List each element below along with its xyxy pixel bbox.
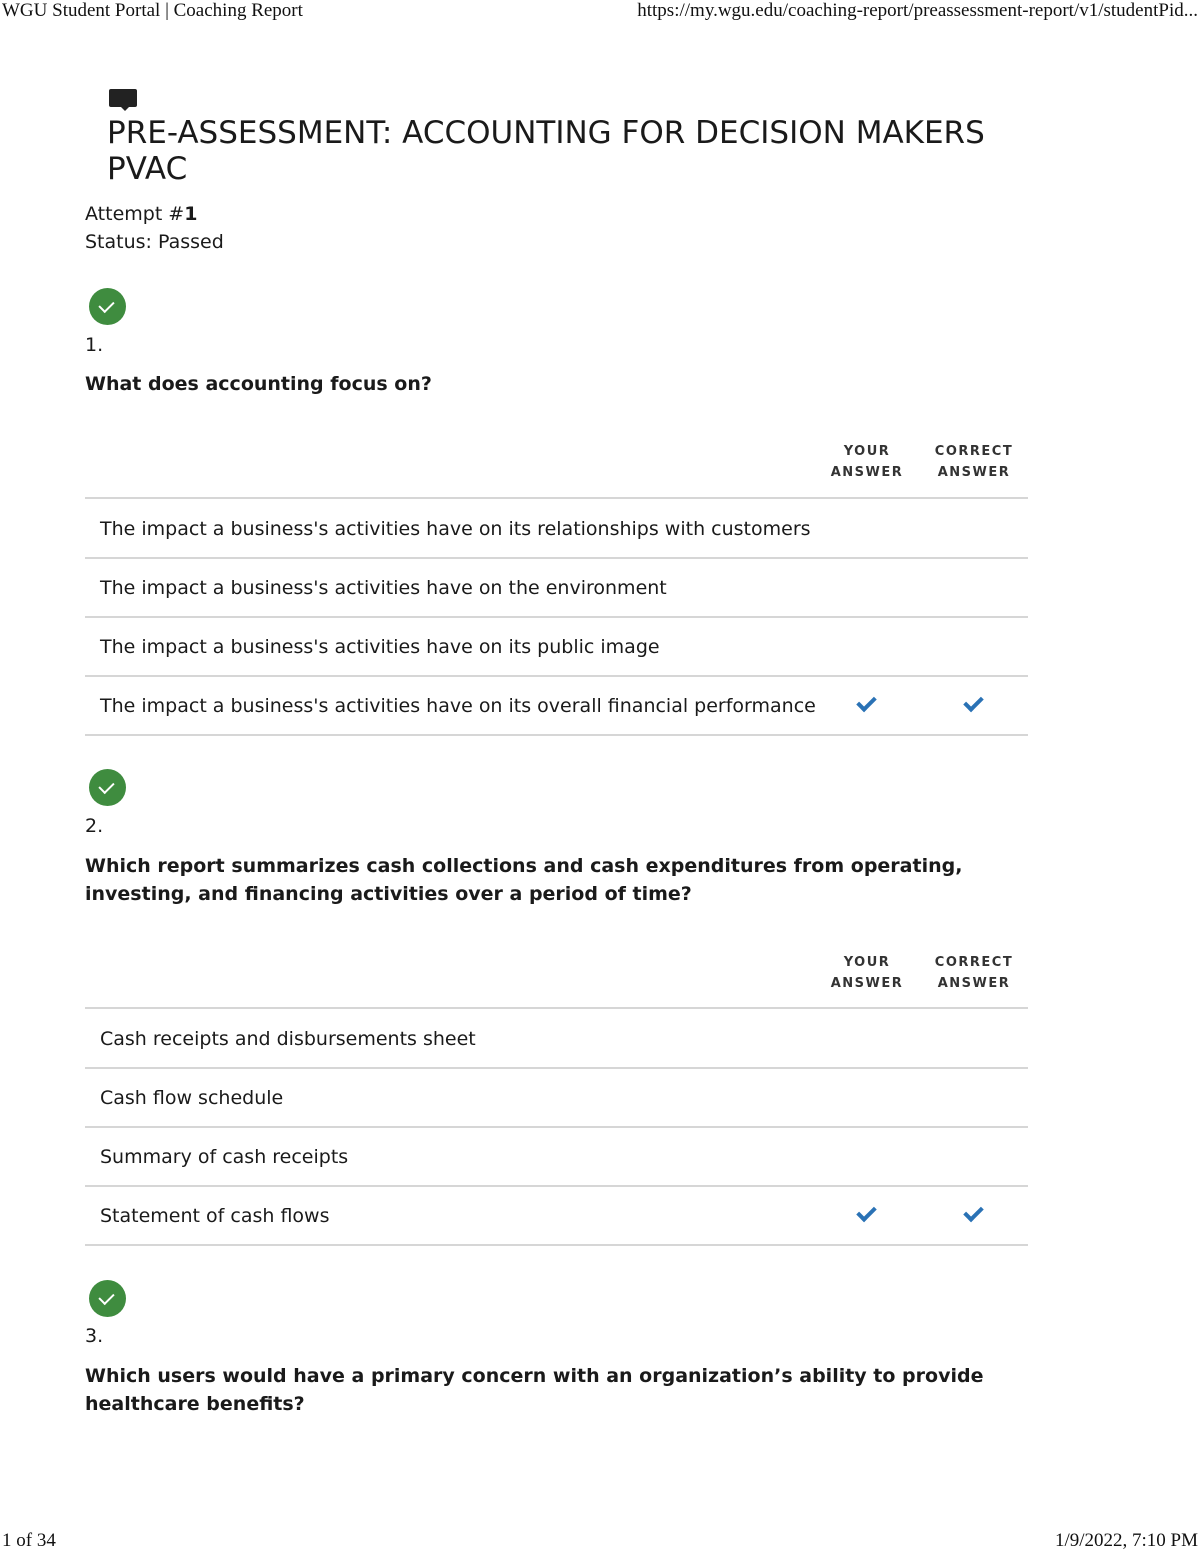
answer-option-text: Cash receipts and disbursements sheet (100, 1028, 476, 1050)
question-number: 2. (85, 815, 104, 837)
answer-option-text: The impact a business's activities have on the environment (100, 577, 667, 599)
correct-check-icon (89, 1280, 126, 1317)
correct-check-icon (89, 288, 126, 325)
your-answer-mark (817, 1201, 917, 1225)
your-answer-mark (817, 691, 917, 715)
correct-answer-mark (924, 1201, 1024, 1225)
print-header-title: WGU Student Portal | Coaching Report (2, 0, 303, 21)
print-header (0, 0, 1200, 26)
your-answer-header-line1: YOUR (843, 444, 891, 459)
correct-answer-header-line1: CORRECT (934, 955, 1014, 970)
checkmark-icon (856, 1202, 877, 1223)
attempt-line (85, 200, 224, 228)
answer-row (85, 1127, 1028, 1187)
chat-icon (109, 89, 137, 107)
answer-row (85, 1068, 1028, 1128)
correct-answer-header-line1: CORRECT (934, 444, 1014, 459)
answer-row (85, 617, 1028, 677)
question-text: Which users would have a primary concern with an organization’s ability to provide healthcare benefits? (85, 1365, 984, 1415)
answer-row (85, 558, 1028, 618)
answer-row (85, 1186, 1028, 1246)
print-timestamp: 1/9/2022, 7:10 PM (1054, 1530, 1198, 1551)
question-number: 3. (85, 1325, 104, 1347)
answer-row (85, 499, 1028, 559)
answer-row (85, 1009, 1028, 1069)
attempt-info (85, 200, 224, 256)
correct-answer-mark (924, 691, 1024, 715)
correct-answer-header-line2: ANSWER (937, 976, 1011, 991)
answer-option-text: Statement of cash flows (100, 1205, 330, 1227)
answer-row (85, 676, 1028, 736)
attempt-label: Attempt # (85, 203, 185, 225)
checkmark-icon (963, 692, 984, 713)
checkmark-icon (963, 1202, 984, 1223)
answer-option-text: Cash flow schedule (100, 1087, 284, 1109)
print-footer (0, 1530, 1200, 1553)
question-text: What does accounting focus on? (85, 373, 432, 395)
your-answer-header (817, 952, 917, 994)
answer-option-text: The impact a business's activities have on its public image (100, 636, 660, 658)
your-answer-header-line1: YOUR (843, 955, 891, 970)
answer-option-text: The impact a business's activities have on its relationships with customers (100, 518, 811, 540)
your-answer-header (817, 441, 917, 483)
answer-option-text: Summary of cash receipts (100, 1146, 349, 1168)
question-number: 1. (85, 334, 104, 356)
attempt-number: 1 (184, 203, 198, 225)
answer-option-text: The impact a business's activities have on its overall financial performance (100, 695, 816, 717)
status-text: Status: Passed (85, 231, 224, 253)
page-title: PRE-ASSESSMENT: ACCOUNTING FOR DECISION MAKERS PVAC (107, 115, 985, 187)
correct-answer-header (924, 952, 1024, 994)
correct-answer-header-line2: ANSWER (937, 465, 1011, 480)
checkmark-icon (856, 692, 877, 713)
your-answer-header-line2: ANSWER (830, 976, 904, 991)
your-answer-header-line2: ANSWER (830, 465, 904, 480)
page-count: 1 of 34 (2, 1530, 56, 1551)
print-header-url: https://my.wgu.edu/coaching-report/preassessment-report/v1/studentPid... (637, 0, 1198, 21)
question-text: Which report summarizes cash collections and cash expenditures from operating, investing, and financing activities over a period of time? (85, 855, 963, 905)
correct-answer-header (924, 441, 1024, 483)
correct-check-icon (89, 769, 126, 806)
